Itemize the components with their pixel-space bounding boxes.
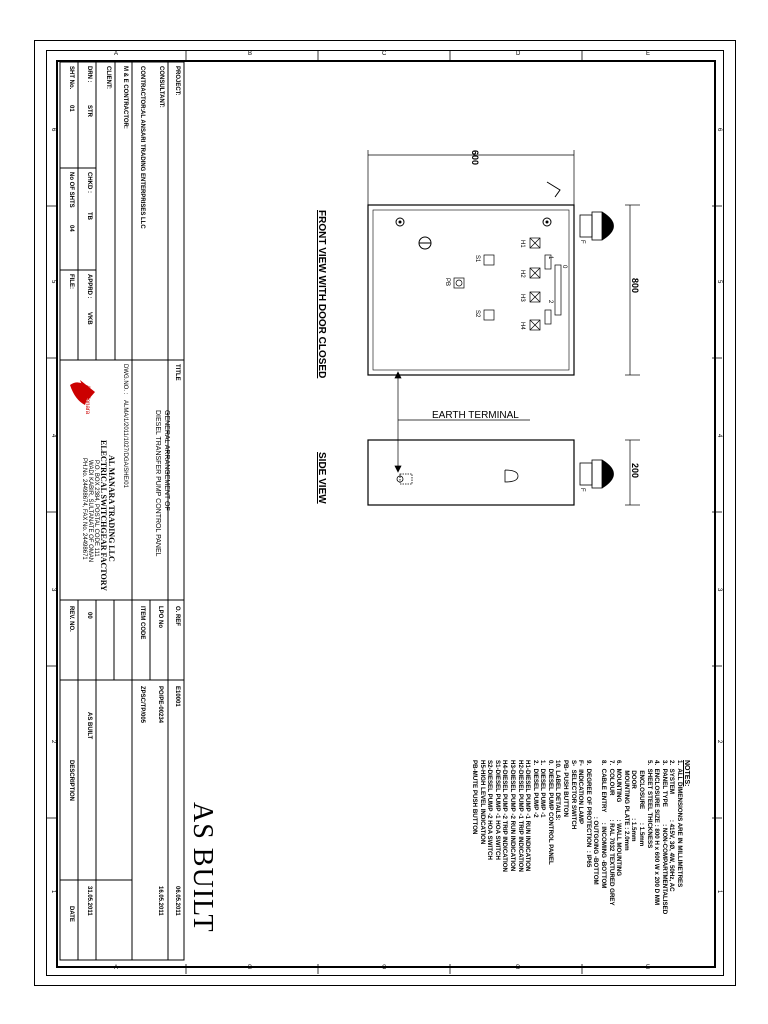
label-f1: F bbox=[579, 240, 585, 244]
dwg-no-value: ALMA/1/2011/1027/DGA/SHE/01 bbox=[122, 400, 128, 488]
no-shts-value: 04 bbox=[68, 225, 74, 232]
date-value-1: 06.05.2011 bbox=[174, 886, 180, 916]
consultant-label: CONSULTANT: bbox=[158, 66, 164, 108]
client-label: CLIENT: bbox=[105, 66, 111, 89]
date-value-3: 31.05.2011 bbox=[86, 886, 92, 916]
grid-number: 6 bbox=[50, 128, 56, 132]
dwg-no-label: DWG.NO. : bbox=[122, 364, 128, 395]
oref-label: O. REF bbox=[174, 606, 180, 627]
note-line: MOUNTING PLATE : 2.0mm bbox=[622, 760, 630, 851]
rev-no-value: 00 bbox=[86, 612, 92, 619]
label-2: 2 bbox=[547, 300, 553, 304]
drn-value: STR bbox=[86, 105, 92, 117]
mep-contractor-label: M & E CONTRACTOR: bbox=[122, 66, 128, 129]
label-h1: H1 bbox=[519, 240, 525, 248]
project-label: PROJECT: bbox=[174, 66, 180, 96]
notes-title: NOTES: bbox=[683, 760, 690, 787]
note-line: 8. CABLE ENTRY : INCOMING -BOTTOM bbox=[600, 760, 608, 889]
label-f2: F bbox=[579, 488, 585, 492]
note-line: 7. COLOUR : RAL 7032 TEXTURED GREY bbox=[607, 760, 615, 906]
notes-block bbox=[470, 760, 690, 914]
grid-number: 3 bbox=[716, 588, 722, 592]
item-code-label: ITEM CODE bbox=[139, 606, 145, 640]
label-h3: H3 bbox=[519, 294, 525, 302]
company-logo-mark bbox=[70, 380, 95, 405]
note-line: 10. LABEL DETAILS: bbox=[554, 760, 562, 821]
lpo-value: PO/PE-00234 bbox=[157, 686, 163, 724]
title-line1: GENERAL ARRANGEMENT OF bbox=[163, 410, 170, 511]
grid-number: 1 bbox=[716, 890, 722, 894]
grid-letter: A bbox=[114, 51, 119, 57]
grid-number: 3 bbox=[50, 588, 56, 592]
grid-number: 1 bbox=[50, 890, 56, 894]
sht-label: SHT No. bbox=[68, 66, 74, 90]
note-line: 5. SHEET STEEL THICKNESS bbox=[645, 760, 653, 849]
company-logo-text: AL Manara bbox=[84, 385, 90, 415]
note-line: DOOR : 1.5mm bbox=[630, 760, 638, 842]
apprd-label: APPRD : bbox=[86, 274, 92, 299]
grid-letter: B bbox=[248, 965, 253, 971]
drn-label: DRN : bbox=[86, 66, 92, 83]
notes-list bbox=[470, 760, 683, 914]
note-line: PB-MUTE PUSH BUTTON bbox=[470, 760, 478, 835]
grid-number: 2 bbox=[50, 740, 56, 744]
dim-depth: 200 bbox=[630, 463, 640, 479]
lpo-label: LPO No bbox=[157, 606, 163, 628]
label-1: 1 bbox=[547, 256, 553, 260]
note-line: S- SELECTOR SWITCH bbox=[569, 760, 577, 830]
dim-width: 600 bbox=[470, 150, 480, 166]
company-address-3: PH.No. 24498674, FAX No. 24498671 bbox=[81, 458, 87, 560]
grid-number: 6 bbox=[716, 128, 722, 132]
grid-letter: B bbox=[248, 51, 253, 57]
contractor-label: CONTRACTOR: bbox=[139, 66, 145, 111]
label-h2: H2 bbox=[519, 270, 525, 278]
item-code-value: ZPSC/TP/005 bbox=[139, 686, 145, 724]
chkd-label: CHKD : bbox=[86, 172, 92, 193]
label-s1: S1 bbox=[474, 255, 480, 263]
company-name: AL MANARA TRADING LLC bbox=[107, 455, 116, 562]
grid-letter: E bbox=[646, 51, 651, 57]
oref-value: E10001 bbox=[174, 686, 180, 707]
note-line: ENCLOSURE : 1.5mm bbox=[638, 760, 646, 847]
grid-letter: E bbox=[646, 965, 651, 971]
note-line: 2. SYSTEM : 415V, 3Ø, 4W, 50Hz, AC bbox=[668, 760, 676, 892]
note-line: S1-DIESEL PUMP -1 HOA SWITCH bbox=[493, 760, 501, 860]
note-line: 3. PANEL TYPE : NON-COMPARTMENTALISED bbox=[660, 760, 668, 915]
note-line: S2-DIESEL PUMP -2 HOA SWITCH bbox=[486, 760, 494, 860]
grid-number: 4 bbox=[50, 434, 56, 438]
rev-no-label: REV. NO. bbox=[68, 606, 74, 632]
apprd-value: VKB bbox=[86, 312, 92, 325]
note-line: 1. ALL DIMENSIONS ARE IN MILLIMETRES bbox=[676, 760, 683, 888]
title-label: TITLE bbox=[174, 364, 180, 381]
note-line: PB- PUSH BUTTON bbox=[562, 760, 570, 817]
description-label: DESCRIPTION bbox=[68, 760, 74, 802]
note-line: 6. MOUNTING : WALL MOUNTING bbox=[615, 760, 623, 877]
side-view-title: SIDE VIEW bbox=[316, 452, 327, 504]
company-address-1: P.O. BOX 2384, POSTAL CODE 111 bbox=[93, 460, 99, 557]
grid-letter: D bbox=[516, 51, 521, 57]
note-line: H2-DIESEL PUMP -1 TRIP INDICATION bbox=[516, 760, 524, 872]
front-view-title: FRONT VIEW WITH DOOR CLOSED bbox=[316, 210, 327, 379]
note-line: H3-DIESEL PUMP -2 RUN INDICATION bbox=[508, 760, 516, 872]
company-address-2: WADI KABIR, SULTANATE OF OMAN bbox=[87, 460, 93, 563]
description-value: AS BUILT bbox=[86, 712, 92, 740]
chkd-value: TB bbox=[86, 212, 92, 220]
note-line: 4. ENCLOSURE SIZE : 800 H x 600 W x 200 D MM bbox=[653, 760, 661, 906]
no-shts-label: No OF SHTS bbox=[68, 172, 74, 208]
grid-letter: C bbox=[382, 51, 387, 57]
earth-terminal-label: EARTH TERMINAL bbox=[432, 410, 519, 421]
note-line: 2. DIESEL PUMP -2 bbox=[531, 760, 539, 818]
grid-letter: D bbox=[516, 965, 521, 971]
grid-number: 2 bbox=[716, 740, 722, 744]
note-line: H5-HIGH LEVEL INDICATION bbox=[478, 760, 486, 845]
grid-letter: A bbox=[114, 965, 119, 971]
dim-height: 800 bbox=[630, 278, 640, 294]
note-line: : OUTGOING -BOTTOM bbox=[592, 760, 600, 885]
contractor-value: AL ANSARI TRADING ENTERPRISES LLC bbox=[139, 110, 145, 229]
label-0: 0 bbox=[561, 265, 567, 269]
grid-number: 5 bbox=[50, 280, 56, 284]
note-line: 1. DIESEL PUMP -1 bbox=[539, 760, 547, 818]
grid-number: 5 bbox=[716, 280, 722, 284]
label-h4: H4 bbox=[519, 322, 525, 330]
label-s2: S2 bbox=[474, 310, 480, 318]
file-label: FILE: bbox=[68, 274, 74, 289]
note-line: H4-DIESEL PUMP -2 TRIP INDICATION bbox=[501, 760, 509, 872]
note-line: F- INDICATION LAMP bbox=[577, 760, 585, 825]
date-value-2: 16.05.2011 bbox=[157, 886, 163, 916]
company-division: ELECTRICAL SWITCHGEAR FACTORY bbox=[99, 440, 108, 592]
grid-number: 4 bbox=[716, 434, 722, 438]
note-line: H1-DIESEL PUMP -1 RUN INDICATION bbox=[524, 760, 532, 872]
note-line: 0. DIESEL PUMP CONTROL PANEL bbox=[546, 760, 554, 865]
as-built-stamp: AS BUILT bbox=[187, 802, 218, 933]
note-line: 9. DEGREE OF PROTECTION : IP65 bbox=[584, 760, 592, 868]
label-pb: PB bbox=[444, 278, 450, 287]
date-label: DATE bbox=[68, 906, 74, 922]
title-line2: DIESEL TRANSFER PUMP CONTROL PANEL bbox=[154, 410, 161, 557]
grid-letter: C bbox=[382, 965, 387, 971]
sht-value: 01 bbox=[68, 105, 74, 112]
